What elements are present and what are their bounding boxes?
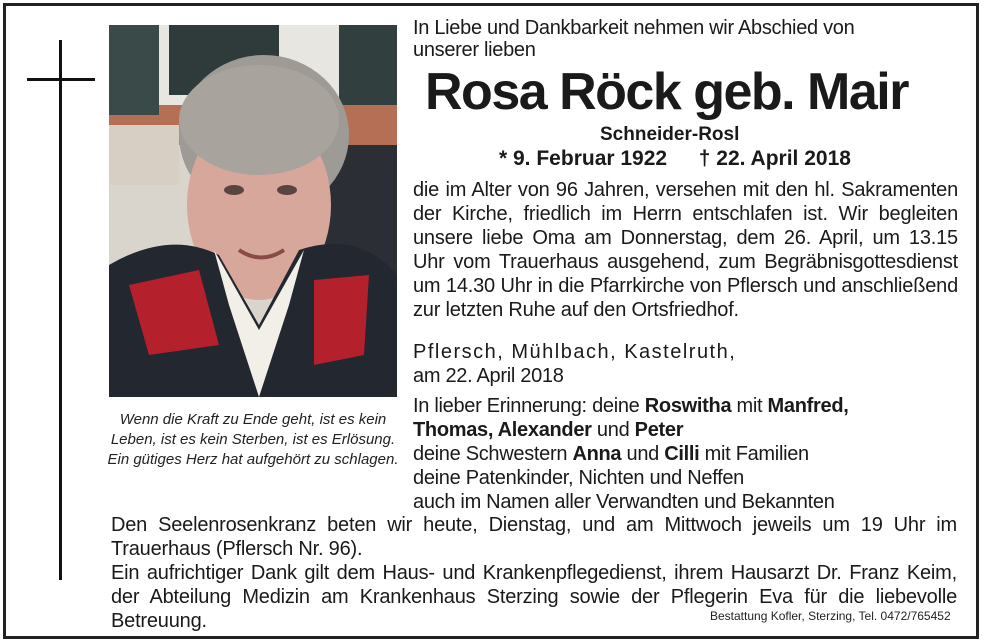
memory-line-3: deine Schwestern Anna und Cilli mit Familien <box>413 443 809 465</box>
memory-line-1: In lieber Erinnerung: deine Roswitha mit Manfred, <box>413 395 849 417</box>
memory-line-5: auch im Namen aller Verwandten und Bekannten <box>413 491 835 513</box>
memory-line-4: deine Patenkinder, Nichten und Neffen <box>413 467 745 489</box>
thanks-notice: Ein aufrichtiger Dank gilt dem Haus- und Krankenpflegedienst, ihrem Hausarzt Dr. Franz Keim, der Abteilung Medizin am Krankenhaus Sterzing sowie der Pflegerin Eva für die liebevolle Betreuung. <box>111 562 957 632</box>
intro-line-1: In Liebe und Dankbarkeit nehmen wir Abschied von <box>413 17 855 39</box>
announcement-paragraph: die im Alter von 96 Jahren, versehen mit den hl. Sakramenten der Kirche, friedlich im Herrn entschlafen ist. Wir begleiten unsere liebe Oma am Donnerstag, dem 26. April, um 13.15 Uhr vom Trauerhaus ausgehend, zum Begräbnisgottesdienst um 14.30 Uhr in die Pfarrkirche von Pflersch und anschließend zur letzten Ruhe auf den Ortsfriedhof. <box>413 179 958 321</box>
memory-line-2: Thomas, Alexander und Peter <box>413 419 684 441</box>
death-date: † 22. April 2018 <box>698 147 851 170</box>
nickname: Schneider-Rosl <box>600 124 740 145</box>
date-line: am 22. April 2018 <box>413 365 564 387</box>
funeral-home-credit: Bestattung Kofler, Sterzing, Tel. 0472/765452 <box>710 609 951 623</box>
memorial-quote: Wenn die Kraft zu Ende geht, ist es kein Leben, ist es kein Sterben, ist es Erlösung. Ein gütiges Herz hat aufgehört zu schlagen. <box>107 411 399 468</box>
cross-icon-horizontal <box>27 78 95 81</box>
birth-date: * 9. Februar 1922 <box>499 147 668 170</box>
cross-icon-vertical <box>59 40 62 580</box>
intro-line-2: unserer lieben <box>413 39 536 61</box>
portrait-photo <box>109 25 397 397</box>
rosary-notice: Den Seelenrosenkranz beten wir heute, Dienstag, und am Mittwoch jeweils um 19 Uhr im Trauerhaus (Pflersch Nr. 96). <box>111 514 957 560</box>
deceased-name: Rosa Röck geb. Mair <box>425 63 908 121</box>
life-dates <box>499 147 851 171</box>
places-line: Pflersch, Mühlbach, Kastelruth, <box>413 341 737 363</box>
